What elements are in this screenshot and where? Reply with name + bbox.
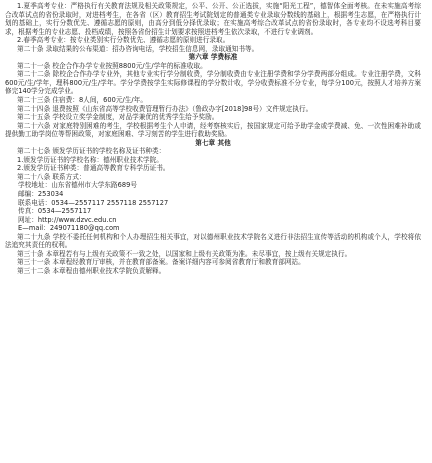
contact-address: 学校地址：山东省德州市大学东路689号	[18, 181, 138, 190]
certificate-school-name: 1.颁发学历证书的学校名称：德州职业技术学院。	[17, 155, 163, 164]
article-25: 第二十五条 学校设立奖学金制度，对品学兼优的优秀学生给予奖励。	[17, 113, 219, 122]
article-32: 第三十二条 本章程由德州职业技术学院负责解释。	[17, 266, 166, 275]
chapter-6-heading: 第六章 学费标准	[188, 53, 238, 62]
article-27: 第二十七条 颁发学历证书的学校名称及证书种类：	[17, 147, 166, 156]
contact-website: 网址：http://www.dzvc.edu.cn	[18, 215, 117, 224]
chapter-7-heading: 第七章 其他	[195, 138, 231, 147]
article-26: 第二十六条 对家庭特别困难的考生，学校根据考生个人申请，经考察核实后，按国家规定可给予助学金或学费减、免、一次性困难补助或提供勤工助学岗位等帮困政策，对家庭困难、学习刻苦的学生进行救助奖励。	[5, 121, 421, 139]
certificate-type: 2.颁发学历证书种类：普通高等教育专科学历证书。	[17, 164, 170, 173]
article-21: 第二十一条 校企合作办学专业按照8800元/生/学年的标准收取。	[17, 61, 207, 70]
contact-postcode: 邮编：253034	[18, 190, 64, 199]
article-30: 第三十条 本章程若有与上级有关政策不一致之处，以国家和上级有关政策为准。未尽事宜，按上级有关规定执行。	[17, 249, 352, 258]
article-20: 第二十条 录取结果的公布渠道：招办咨询电话，学校招生信息网，录取通知书等。	[17, 44, 259, 53]
article-31: 第三十一条 本章程经教育厅审核，并在教育部备案。备案详细内容可参阅省教育厅和教育部网站。	[17, 258, 305, 267]
paragraph-summer-exam: 1.夏季高考专业：严格执行有关教育法规及相关政策规定，公平、公开、公正选拔，实施“阳光工程”，德智体全面考核。在未实施高考综合改革试点的省份录取时，对进档考生，在各省（区）教育招生考试院划定的普通类专业录取分数线的基础上，根据考生志愿，在严格执行计划的基础上，实行分数优先、遵循志愿的原则，由高分到低分择优录取；在实施高考综合改革试点的省份录取时，各专业均不设选考科目要求，根据考生的专业志愿、投档成绩，按照各省份招生计划要求按照进档考生依次录取，不进行专业调剂。	[5, 2, 421, 36]
article-24: 第二十四条 退费按照《山东省高等学校收费管理暂行办法》（鲁政办字[2018]98号）文件规定执行。	[17, 104, 313, 113]
article-29: 第二十九条 学校不委托任何机构和个人办理招生相关事宜，对以德州职业技术学院名义进行非法招生宣传等活动的机构或个人，学校将依法追究其责任的权利。	[5, 232, 421, 250]
article-23: 第二十三条 住宿费：8人间，600元/生/年。	[17, 96, 147, 105]
article-22: 第二十二条 除校企合作办学专业外，其他专业实行学分制收费，学分制收费由专业注册学费和学分学费两部分组成。专业注册学费，文科600元/生/学年，理科800元/生/学年。学分学费按学生实际修课程的学分数计收，学分收费标准不分专业，每学分100元，按照人才培养方案修完140学分完成学业。	[5, 70, 421, 96]
contact-email: E—mail：249071180@qq.com	[18, 224, 120, 233]
contact-phone: 联系电话：0534—2557117 2557118 2557127	[18, 198, 169, 207]
paragraph-spring-exam: 2.春季高考专业：按专业类别实行分数优先、遵循志愿的原则进行录取。	[17, 36, 230, 45]
article-28: 第二十八条 联系方式：	[17, 172, 86, 181]
contact-fax: 传真：0534—2557117	[18, 207, 92, 216]
